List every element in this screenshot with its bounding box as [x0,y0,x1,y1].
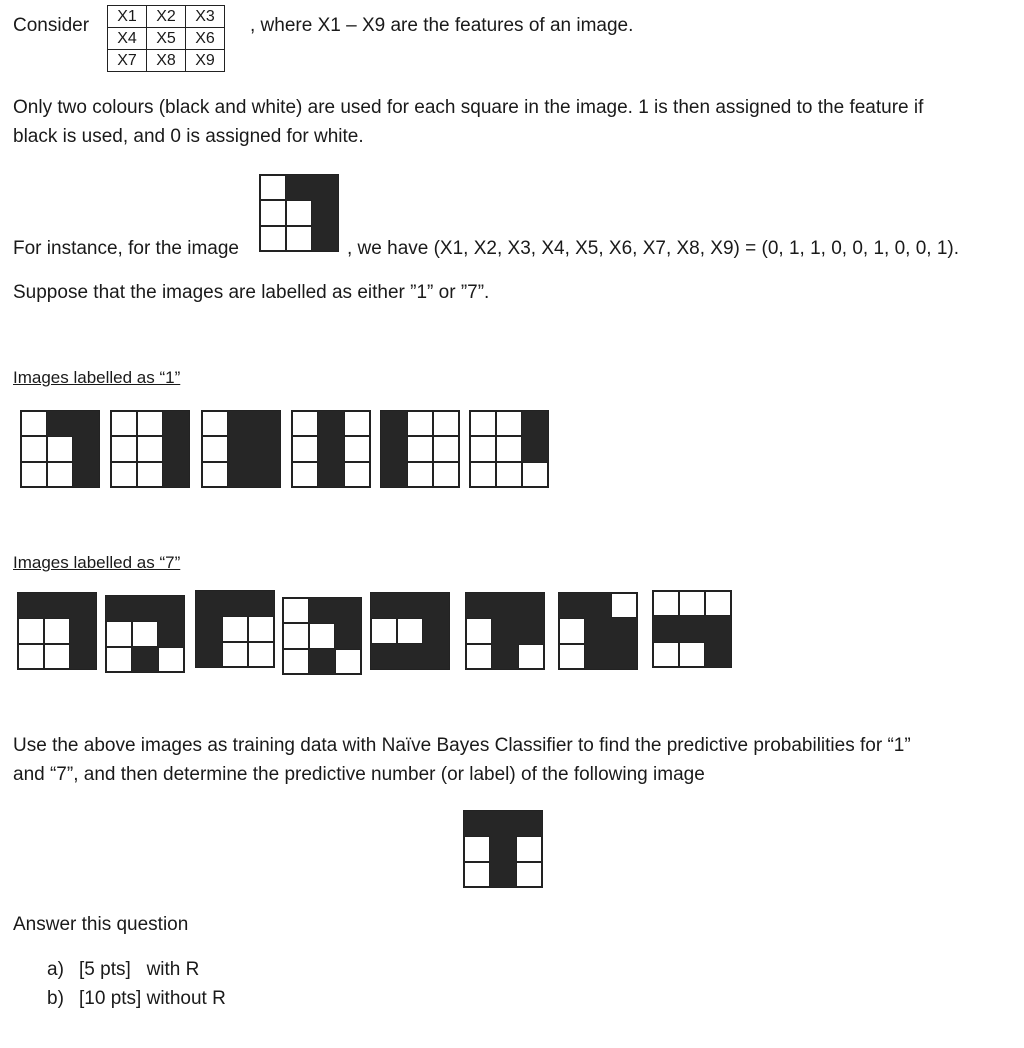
white-square [464,862,490,887]
white-square [433,411,459,436]
black-square [70,644,96,669]
black-square [705,616,731,641]
task-line2: and “7”, and then determine the predictive number (or label) of the following image [13,764,705,785]
white-square [653,591,679,616]
white-square [433,436,459,461]
black-square [318,411,344,436]
black-square [490,836,516,861]
white-square [470,436,496,461]
white-square [611,593,637,618]
black-square [70,618,96,643]
white-square [260,226,286,251]
white-square [466,644,492,669]
white-square [111,411,137,436]
feature-grid-table [107,5,225,72]
white-square [111,462,137,487]
black-square [423,644,449,669]
white-square [283,649,309,674]
seven-image-grid [17,592,97,670]
black-square [73,462,99,487]
black-square [585,618,611,643]
white-square [106,621,132,646]
black-square [248,591,274,616]
black-square [522,411,548,436]
white-square [679,591,705,616]
feature-cell: X7 [108,50,147,72]
query-image-grid [463,810,543,888]
white-square [470,462,496,487]
black-square [318,462,344,487]
black-square [132,647,158,672]
black-square [44,593,70,618]
para1-line1: Only two colours (black and white) are used for each square in the image. 1 is then assigned to the feature if [13,97,924,118]
consider-text: Consider [13,15,90,36]
example-image-grid [259,174,339,252]
white-square [21,436,47,461]
black-square [679,616,705,641]
black-square [397,644,423,669]
black-square [309,598,335,623]
white-square [137,411,163,436]
white-square [248,642,274,667]
white-square [292,462,318,487]
white-square [158,647,184,672]
white-square [286,200,312,225]
example-after-text: , we have (X1, X2, X3, X4, X5, X6, X7, X8, X9) = (0, 1, 1, 0, 0, 1, 0, 0, 1). [347,238,960,259]
answer-item-label: b) [47,988,64,1009]
white-square [705,591,731,616]
black-square [196,591,222,616]
white-square [283,598,309,623]
black-square [371,644,397,669]
answer-heading: Answer this question [13,914,189,935]
white-square [286,226,312,251]
white-square [18,644,44,669]
black-square [466,593,492,618]
feature-cell: X2 [147,6,186,28]
black-square [106,596,132,621]
white-square [137,462,163,487]
sevens-heading: Images labelled as “7” [13,553,181,572]
white-square [309,623,335,648]
one-image-grid [469,410,549,488]
black-square [196,642,222,667]
answer-item-text: [5 pts] with R [79,959,200,980]
white-square [132,621,158,646]
white-square [344,436,370,461]
white-square [47,462,73,487]
black-square [47,411,73,436]
white-square [335,649,361,674]
black-square [653,616,679,641]
seven-image-grid [652,590,732,668]
black-square [312,226,338,251]
black-square [163,436,189,461]
white-square [222,642,248,667]
white-square [21,462,47,487]
white-square [292,436,318,461]
one-image-grid [380,410,460,488]
feature-cell: X3 [186,6,225,28]
white-square [292,411,318,436]
white-square [653,642,679,667]
ones-heading: Images labelled as “1” [13,368,181,387]
black-square [423,593,449,618]
black-square [163,411,189,436]
white-square [470,411,496,436]
white-square [518,644,544,669]
feature-cell: X6 [186,28,225,50]
black-square [423,618,449,643]
black-square [158,596,184,621]
white-square [47,436,73,461]
seven-image-grid [195,590,275,668]
white-square [496,436,522,461]
seven-image-grid [558,592,638,670]
white-square [466,618,492,643]
black-square [222,591,248,616]
white-square [260,175,286,200]
black-square [611,618,637,643]
white-square [344,462,370,487]
black-square [490,862,516,887]
white-square [679,642,705,667]
black-square [490,811,516,836]
black-square [518,618,544,643]
black-square [492,644,518,669]
black-square [335,598,361,623]
one-image-grid [20,410,100,488]
white-square [137,436,163,461]
seven-image-grid [105,595,185,673]
suppose-text: Suppose that the images are labelled as either ”1” or ”7”. [13,282,490,303]
black-square [73,411,99,436]
black-square [705,642,731,667]
answer-list [47,955,226,1013]
white-square [496,462,522,487]
black-square [559,593,585,618]
white-square [371,618,397,643]
black-square [312,200,338,225]
white-square [111,436,137,461]
white-square [18,618,44,643]
seven-image-grid [465,592,545,670]
black-square [312,175,338,200]
one-image-grid [291,410,371,488]
example-before-text: For instance, for the image [13,238,239,259]
black-square [585,593,611,618]
one-image-grid [110,410,190,488]
white-square [433,462,459,487]
black-square [585,644,611,669]
black-square [318,436,344,461]
one-image-grid [201,410,281,488]
white-square [283,623,309,648]
answer-item [47,955,226,984]
white-square [407,462,433,487]
black-square [397,593,423,618]
feature-cell: X5 [147,28,186,50]
white-square [516,836,542,861]
black-square [381,436,407,461]
white-square [202,411,228,436]
black-square [163,462,189,487]
black-square [309,649,335,674]
black-square [516,811,542,836]
black-square [492,593,518,618]
where-text: , where X1 – X9 are the features of an image. [250,15,634,36]
black-square [18,593,44,618]
white-square [260,200,286,225]
black-square [132,596,158,621]
answer-item-text: [10 pts] without R [79,988,226,1009]
black-square [73,436,99,461]
black-square [228,436,254,461]
white-square [516,862,542,887]
white-square [222,616,248,641]
white-square [407,411,433,436]
white-square [464,836,490,861]
black-square [518,593,544,618]
black-square [228,411,254,436]
black-square [335,623,361,648]
black-square [492,618,518,643]
black-square [228,462,254,487]
seven-image-grid [282,597,362,675]
black-square [371,593,397,618]
feature-cell: X1 [108,6,147,28]
white-square [397,618,423,643]
white-square [344,411,370,436]
black-square [286,175,312,200]
white-square [248,616,274,641]
feature-cell: X4 [108,28,147,50]
black-square [70,593,96,618]
task-line1: Use the above images as training data with Naïve Bayes Classifier to find the predictive probabilities for “1” [13,735,911,756]
black-square [381,411,407,436]
white-square [559,644,585,669]
feature-cell: X8 [147,50,186,72]
white-square [44,618,70,643]
white-square [559,618,585,643]
answer-item [47,984,226,1013]
black-square [254,411,280,436]
para1-line2: black is used, and 0 is assigned for white. [13,126,364,147]
feature-cell: X9 [186,50,225,72]
white-square [407,436,433,461]
black-square [158,621,184,646]
black-square [464,811,490,836]
black-square [254,436,280,461]
seven-image-grid [370,592,450,670]
answer-item-label: a) [47,959,64,980]
black-square [196,616,222,641]
white-square [44,644,70,669]
white-square [202,462,228,487]
black-square [522,436,548,461]
white-square [522,462,548,487]
white-square [21,411,47,436]
white-square [496,411,522,436]
black-square [381,462,407,487]
white-square [202,436,228,461]
black-square [254,462,280,487]
black-square [611,644,637,669]
white-square [106,647,132,672]
